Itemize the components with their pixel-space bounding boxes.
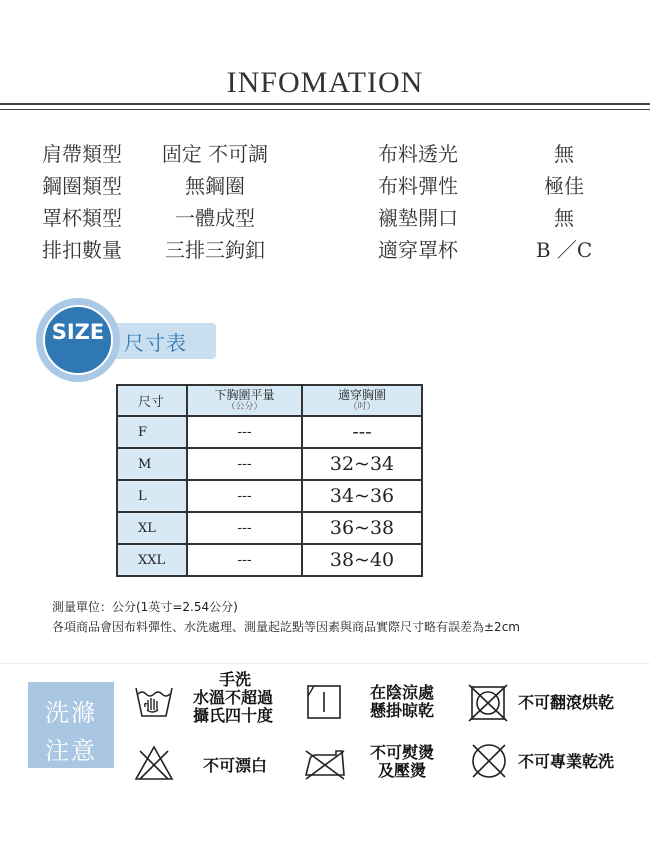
no-tumble-dry-icon (468, 684, 508, 722)
size-circle (36, 298, 120, 382)
dry-in-shade-icon (306, 684, 342, 720)
info-label-pad-opening: 襯墊開口 (378, 206, 458, 230)
page-title: INFOMATION (226, 66, 424, 99)
info-label-wire: 鋼圈類型 (42, 174, 122, 198)
wash-care-title-1: 洗滌 (45, 699, 97, 727)
hand-wash-text (193, 671, 273, 725)
info-value-cup: 一體成型 (175, 206, 255, 230)
info-value-wire: 無鋼圈 (185, 174, 245, 198)
size-table-header (117, 385, 422, 416)
cell-size: M (117, 448, 187, 480)
no-dry-clean-icon (470, 742, 508, 780)
no-iron-line-2: 及壓燙 (378, 761, 427, 780)
hand-wash-line-2: 水溫不超過 (193, 688, 274, 707)
info-value-strap: 固定 不可調 (161, 142, 269, 166)
cell-underbust: --- (187, 544, 302, 576)
title-divider-thin (0, 109, 650, 110)
hand-wash-line-3: 攝氏四十度 (193, 706, 274, 725)
no-dry-clean-text: 不可專業乾洗 (518, 752, 615, 771)
no-bleach-text: 不可漂白 (203, 756, 268, 775)
wash-divider (0, 663, 650, 664)
wash-care-title-2: 注意 (45, 737, 97, 765)
header-size: 尺寸 (117, 385, 187, 416)
hand-wash-icon (132, 680, 176, 720)
info-label-elastic: 布料彈性 (378, 174, 458, 198)
header-bust-label: 適穿胸圍 (337, 388, 386, 402)
measurement-unit-note: 測量單位：公分(1英寸=2.54公分) (52, 600, 238, 614)
hand-wash-line-1: 手洗 (219, 670, 252, 689)
info-label-sheer: 布料透光 (378, 142, 458, 166)
size-chart-badge (36, 298, 216, 378)
cell-size: XL (117, 512, 187, 544)
size-table (116, 384, 423, 577)
cell-size: L (117, 480, 187, 512)
no-iron-icon (302, 747, 348, 781)
cell-underbust: --- (187, 512, 302, 544)
info-value-elastic: 極佳 (544, 174, 584, 198)
header-underbust-label: 下胸圍平量 (214, 388, 275, 402)
measurement-error-note: 各項商品會因布料彈性、水洗處理、測量起訖點等因素與商品實際尺寸略有誤差為±2cm (52, 620, 520, 634)
wash-care-box (28, 682, 114, 768)
cell-bust: --- (302, 416, 422, 448)
table-row (117, 448, 422, 480)
size-circle-label: SIZE (51, 320, 105, 344)
no-iron-line-1: 不可熨燙 (370, 743, 435, 762)
cell-bust: 32~34 (302, 448, 422, 480)
info-label-fit-cup: 適穿罩杯 (378, 238, 458, 262)
info-label-strap: 肩帶類型 (42, 142, 122, 166)
size-chart-tab-label: 尺寸表 (124, 331, 187, 355)
cell-bust: 34~36 (302, 480, 422, 512)
cell-bust: 38~40 (302, 544, 422, 576)
cell-size: F (117, 416, 187, 448)
cell-bust: 36~38 (302, 512, 422, 544)
no-bleach-icon (134, 745, 174, 781)
info-value-sheer: 無 (554, 142, 574, 166)
header-underbust (187, 385, 302, 416)
header-bust-unit: （吋） (348, 402, 376, 412)
title-divider (0, 103, 650, 105)
dry-in-shade-line-1: 在陰涼處 (370, 683, 435, 702)
dry-in-shade-text (370, 684, 434, 720)
table-row (117, 480, 422, 512)
info-value-hooks: 三排三鉤釦 (165, 238, 265, 262)
header-bust (302, 385, 422, 416)
header-underbust-unit: （公分） (226, 402, 263, 412)
info-label-hooks: 排扣數量 (42, 238, 122, 262)
dry-in-shade-line-2: 懸掛晾乾 (370, 701, 435, 720)
info-value-fit-cup: B ／C (535, 238, 593, 262)
no-iron-text (370, 744, 434, 780)
no-tumble-dry-text: 不可翻滾烘乾 (518, 693, 615, 712)
cell-size: XXL (117, 544, 187, 576)
cell-underbust: --- (187, 416, 302, 448)
table-row (117, 512, 422, 544)
cell-underbust: --- (187, 480, 302, 512)
table-row (117, 416, 422, 448)
cell-underbust: --- (187, 448, 302, 480)
table-row (117, 544, 422, 576)
info-label-cup: 罩杯類型 (42, 206, 122, 230)
info-value-pad-opening: 無 (554, 206, 574, 230)
